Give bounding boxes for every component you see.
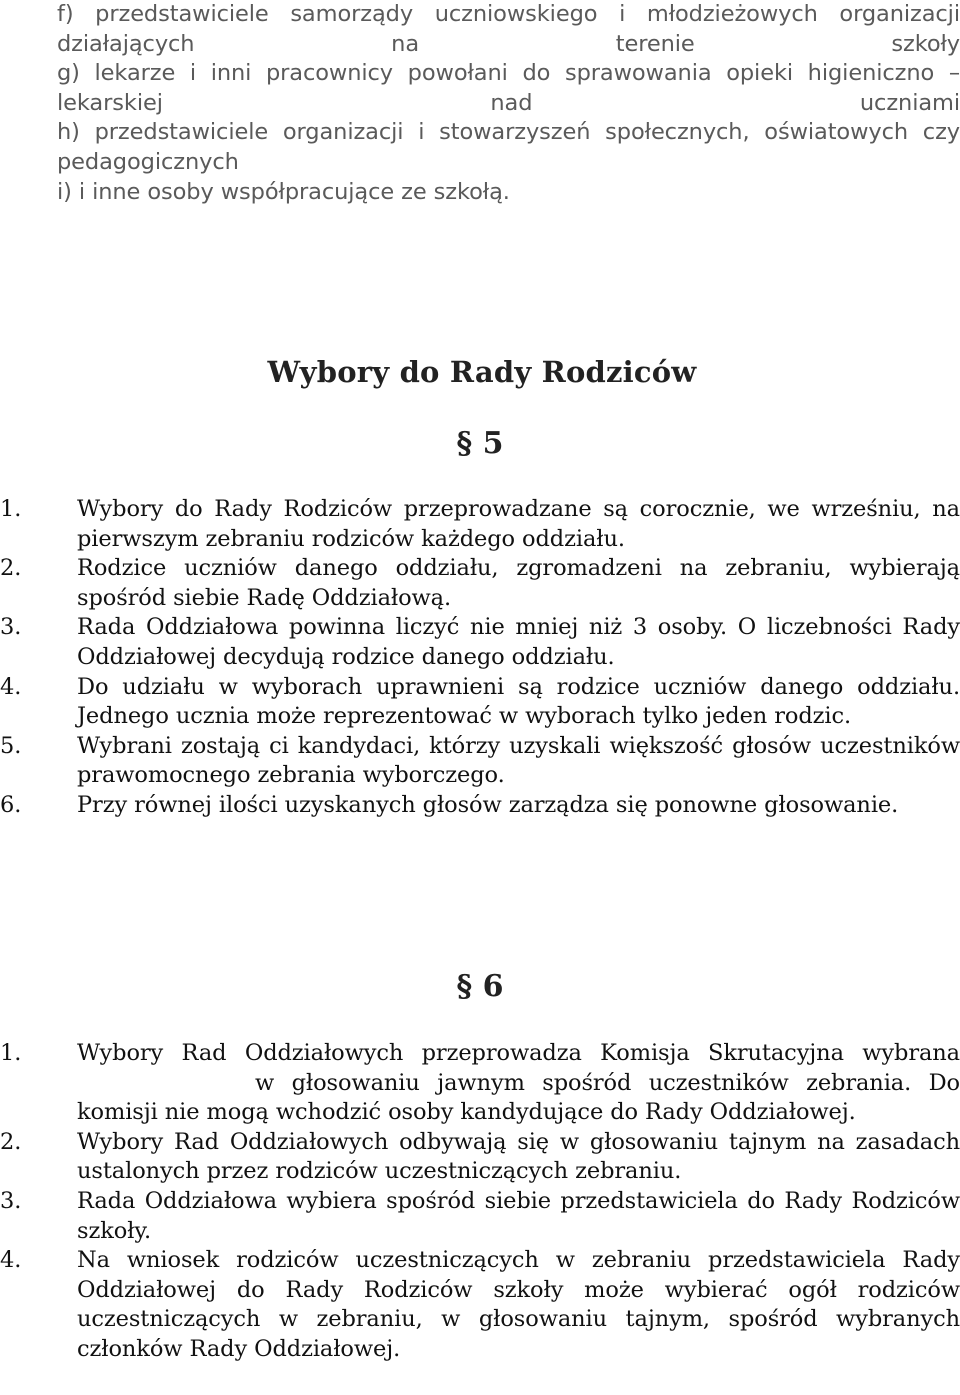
list-item: [0, 1039, 960, 1128]
paragraph-5-heading: § 5: [456, 426, 504, 461]
intro-item-i: i) i inne osoby współpracujące ze szkołą.: [57, 178, 510, 205]
item-text: Na wniosek rodziców uczestniczących w zebraniu przedstawiciela Rady Oddziałowej do Rady Rodziców szkoły może wybierać ogół rodziców uczestniczących w zebraniu, w głosowaniu tajnym, spośród wybranych członków Rady Oddziałowej.: [77, 1247, 960, 1362]
intro-list: [57, 0, 960, 207]
item-text-before-gap: wybrana: [862, 1040, 960, 1066]
item-text: Przy równej ilości uzyskanych głosów zarządza się ponowne głosowanie.: [77, 791, 899, 818]
section-title: Wybory do Rady Rodziców: [267, 355, 697, 389]
item-number: 2.: [0, 1128, 22, 1155]
item-text-rest: zebrania. Do komisji nie mogą wchodzić osoby kandydujące do Rady Oddziałowej.: [77, 1069, 960, 1126]
paragraph-6-heading: § 6: [456, 969, 504, 1004]
item-number: 2.: [0, 555, 22, 582]
item-text: Rada Oddziałowa wybiera spośród siebie przedstawiciela do Rady Rodziców szkoły.: [77, 1187, 960, 1244]
item-text: Do udziału w wyborach uprawnieni są rodzice uczniów danego oddziału. Jednego ucznia może reprezentować w wyborach tylko jeden rodzic.: [77, 673, 960, 730]
item-text: Rada Oddziałowa powinna liczyć nie mniej niż 3 osoby. O liczebności Rady Oddziałowej decydują rodzice danego oddziału.: [77, 614, 960, 670]
list-item: [0, 791, 960, 821]
list-item: [0, 1128, 960, 1187]
list-item: [0, 1246, 960, 1364]
item-text-after-gap: w głosowaniu jawnym spośród uczestników: [255, 1069, 789, 1096]
item-number: 3.: [0, 1187, 22, 1214]
item-text: Wybory Rad Oddziałowych odbywają się w głosowaniu tajnym na zasadach ustalonych przez rodziców uczestniczących zebraniu.: [77, 1128, 960, 1185]
item-number: 1.: [0, 1040, 22, 1066]
item-number: 5.: [0, 732, 22, 759]
list-item: [0, 673, 960, 732]
item-number: 6.: [0, 791, 22, 818]
intro-item-h: h) przedstawiciele organizacji i stowarzyszeń społecznych, oświatowych czy pedagogicznych: [57, 119, 960, 175]
list-item: [0, 1187, 960, 1246]
item-text: Wybrani zostają ci kandydaci, którzy uzyskali większość głosów uczestników prawomocnego zebrania wyborczego.: [77, 732, 960, 789]
item-number: 4.: [0, 1247, 22, 1274]
intro-item-f: f) przedstawiciele samorządy uczniowskiego i młodzieżowych organizacji działających na terenie szkoły: [57, 1, 960, 57]
intro-item-g: g) lekarze i inni pracownicy powołani do sprawowania opieki higieniczno – lekarskiej nad uczniami: [57, 60, 960, 116]
item-number: 3.: [0, 614, 22, 641]
list-item: [0, 732, 960, 791]
list-item: [0, 613, 960, 672]
list-item: [0, 554, 960, 613]
item-text: Rodzice uczniów danego oddziału, zgromadzeni na zebraniu, wybierają spośród siebie Radę Oddziałową.: [77, 555, 960, 611]
item-text: Wybory do Rady Rodziców przeprowadzane są corocznie, we wrześniu, na pierwszym zebraniu rodziców każdego oddziału.: [77, 496, 960, 552]
list-item: [0, 495, 960, 554]
paragraph-6-list: [0, 1039, 960, 1365]
item-number: 4.: [0, 673, 22, 700]
item-text-line1: Wybory Rad Oddziałowych przeprowadza Komisja Skrutacyjna: [77, 1040, 844, 1066]
item-number: 1.: [0, 496, 22, 522]
paragraph-5-list: [0, 495, 960, 821]
